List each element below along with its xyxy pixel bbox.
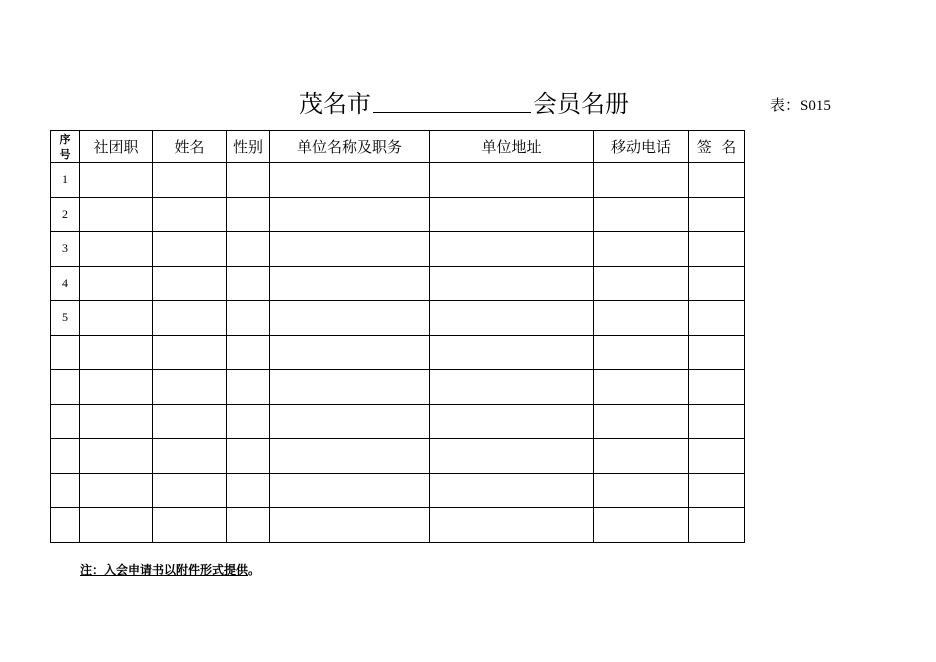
cell-position: [80, 335, 153, 370]
cell-address: [430, 232, 594, 267]
cell-sign: [689, 473, 745, 508]
cell-mobile: [594, 335, 689, 370]
cell-name: [153, 197, 227, 232]
cell-org: [270, 473, 430, 508]
footnote-text: 注：入会申请书以附件形式提供: [80, 563, 249, 577]
cell-sign: [689, 301, 745, 336]
cell-address: [430, 508, 594, 543]
header-sign: 签 名: [689, 131, 745, 163]
table-row: [51, 163, 745, 198]
cell-name: [153, 439, 227, 474]
cell-org: [270, 404, 430, 439]
page-title: [299, 84, 629, 119]
table-row: [51, 370, 745, 405]
cell-seq: [51, 404, 80, 439]
cell-mobile: [594, 404, 689, 439]
cell-mobile: [594, 508, 689, 543]
cell-position: [80, 439, 153, 474]
cell-name: [153, 266, 227, 301]
cell-position: [80, 197, 153, 232]
table-row: [51, 232, 745, 267]
cell-sign: [689, 370, 745, 405]
header-name: 姓名: [153, 131, 227, 163]
city-blank-line: [373, 111, 531, 113]
cell-position: [80, 404, 153, 439]
table-row: [51, 197, 745, 232]
cell-address: [430, 370, 594, 405]
table-row: [51, 404, 745, 439]
cell-address: [430, 197, 594, 232]
cell-address: [430, 473, 594, 508]
cell-mobile: [594, 301, 689, 336]
cell-name: [153, 370, 227, 405]
cell-gender: [227, 439, 270, 474]
cell-seq: 1: [51, 163, 80, 198]
cell-mobile: [594, 439, 689, 474]
cell-gender: [227, 404, 270, 439]
cell-seq: 2: [51, 197, 80, 232]
cell-position: [80, 301, 153, 336]
cell-mobile: [594, 473, 689, 508]
cell-name: [153, 301, 227, 336]
cell-gender: [227, 197, 270, 232]
cell-seq: [51, 508, 80, 543]
cell-mobile: [594, 370, 689, 405]
cell-org: [270, 335, 430, 370]
header-seq: 序号: [51, 131, 80, 163]
cell-address: [430, 404, 594, 439]
cell-org: [270, 301, 430, 336]
table-row: [51, 266, 745, 301]
cell-sign: [689, 335, 745, 370]
table-body: [51, 163, 745, 543]
member-roster-table: [50, 130, 745, 543]
cell-position: [80, 370, 153, 405]
cell-position: [80, 508, 153, 543]
cell-org: [270, 266, 430, 301]
table-row: [51, 301, 745, 336]
table-row: [51, 508, 745, 543]
header-org: 单位名称及职务: [270, 131, 430, 163]
cell-address: [430, 266, 594, 301]
cell-seq: 4: [51, 266, 80, 301]
cell-address: [430, 439, 594, 474]
cell-name: [153, 163, 227, 198]
table-header-row: [51, 131, 745, 163]
cell-gender: [227, 335, 270, 370]
header-gender: 性别: [227, 131, 270, 163]
footnote-end: 。: [248, 563, 261, 577]
cell-sign: [689, 266, 745, 301]
cell-mobile: [594, 232, 689, 267]
cell-address: [430, 163, 594, 198]
cell-gender: [227, 473, 270, 508]
cell-gender: [227, 370, 270, 405]
cell-gender: [227, 163, 270, 198]
cell-seq: [51, 370, 80, 405]
table-row: [51, 439, 745, 474]
cell-name: [153, 335, 227, 370]
cell-gender: [227, 301, 270, 336]
cell-org: [270, 439, 430, 474]
cell-mobile: [594, 266, 689, 301]
title-suffix: 会员名册: [533, 90, 629, 118]
cell-sign: [689, 404, 745, 439]
cell-position: [80, 163, 153, 198]
header-position: 社团职: [80, 131, 153, 163]
footnote: [80, 561, 260, 578]
cell-mobile: [594, 163, 689, 198]
cell-name: [153, 404, 227, 439]
table-row: [51, 473, 745, 508]
cell-gender: [227, 232, 270, 267]
cell-sign: [689, 508, 745, 543]
cell-sign: [689, 232, 745, 267]
cell-sign: [689, 163, 745, 198]
cell-position: [80, 266, 153, 301]
cell-name: [153, 232, 227, 267]
cell-position: [80, 473, 153, 508]
cell-org: [270, 197, 430, 232]
cell-seq: 5: [51, 301, 80, 336]
cell-position: [80, 232, 153, 267]
cell-org: [270, 163, 430, 198]
cell-name: [153, 508, 227, 543]
cell-org: [270, 508, 430, 543]
cell-gender: [227, 266, 270, 301]
cell-sign: [689, 439, 745, 474]
cell-seq: [51, 439, 80, 474]
cell-mobile: [594, 197, 689, 232]
cell-seq: 3: [51, 232, 80, 267]
cell-org: [270, 370, 430, 405]
cell-address: [430, 335, 594, 370]
header-mobile: 移动电话: [594, 131, 689, 163]
cell-seq: [51, 473, 80, 508]
cell-org: [270, 232, 430, 267]
cell-seq: [51, 335, 80, 370]
table-row: [51, 335, 745, 370]
cell-address: [430, 301, 594, 336]
header-address: 单位地址: [430, 131, 594, 163]
cell-sign: [689, 197, 745, 232]
cell-name: [153, 473, 227, 508]
form-code: 表：S015: [770, 98, 831, 114]
cell-gender: [227, 508, 270, 543]
title-prefix: 茂名市: [299, 90, 371, 118]
